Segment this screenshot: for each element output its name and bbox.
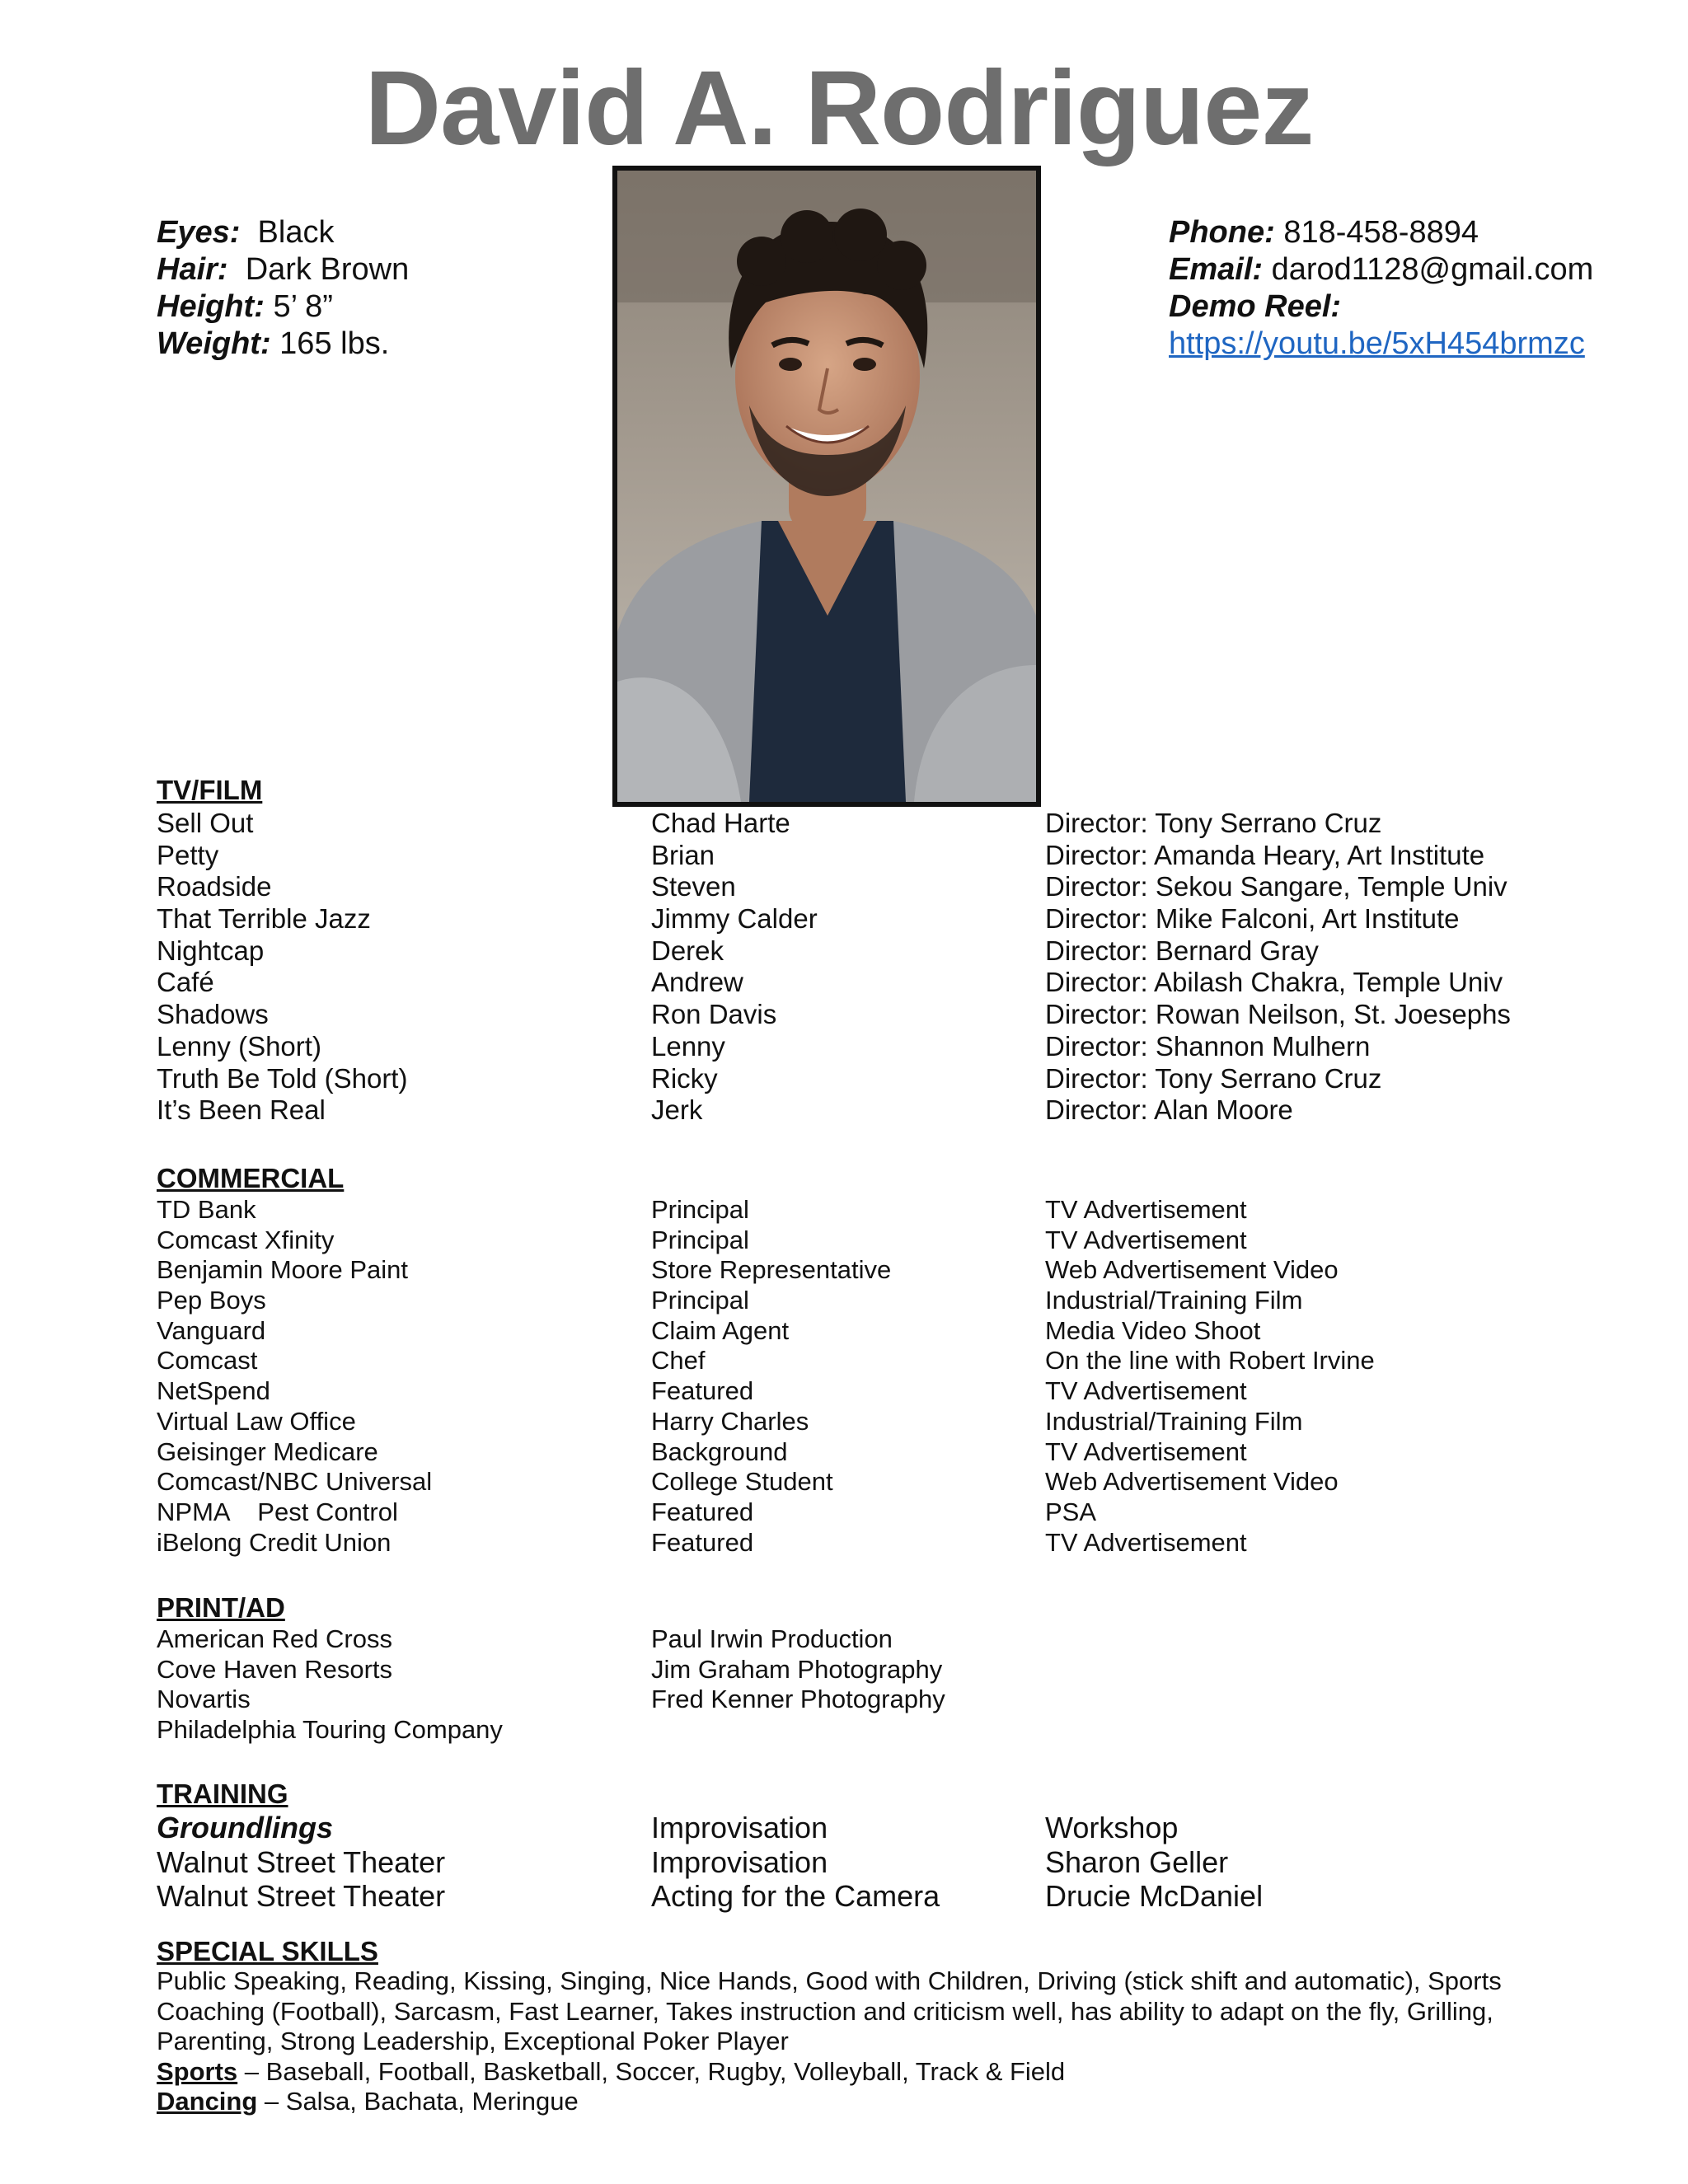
- media-type: Web Advertisement Video: [1045, 1255, 1339, 1285]
- media-type: TV Advertisement: [1045, 1436, 1247, 1466]
- role: Ron Davis: [651, 999, 777, 1030]
- director: Director: Sekou Sangare, Temple Univ: [1045, 871, 1507, 902]
- skills-text: Public Speaking, Reading, Kissing, Singing, Nice Hands, Good with Children, Driving (stick shift and automatic), Sports Coaching (Football), Sarcasm, Fast Learner, Takes instruction and criticism well, has ability to adapt on the fly, Grilling, Parenting, Strong Leadership, Exceptional Poker Player: [157, 1966, 1502, 2055]
- project-title: Lenny (Short): [157, 1030, 321, 1062]
- reel-label: Demo Reel:: [1169, 289, 1342, 324]
- physical-stats: [157, 214, 409, 363]
- stat-value: 165 lbs.: [279, 326, 390, 361]
- dancing-line: [157, 2087, 1574, 2117]
- dancing-label: Dancing: [157, 2087, 258, 2116]
- client: iBelong Credit Union: [157, 1527, 392, 1557]
- email-address: darod1128@gmail.com: [1271, 252, 1594, 287]
- project-title: Nightcap: [157, 935, 265, 966]
- media-type: TV Advertisement: [1045, 1527, 1247, 1557]
- sports-label: Sports: [157, 2056, 238, 2086]
- client: Geisinger Medicare: [157, 1436, 378, 1466]
- director: Director: Shannon Mulhern: [1045, 1030, 1371, 1062]
- contact-phone: [1169, 214, 1593, 251]
- role: Chef: [651, 1346, 706, 1376]
- project-title: Roadside: [157, 871, 272, 902]
- project-title: Café: [157, 967, 214, 998]
- role: College Student: [651, 1467, 833, 1497]
- director: Director: Abilash Chakra, Temple Univ: [1045, 967, 1503, 998]
- role: Ricky: [651, 1062, 718, 1094]
- client: NetSpend: [157, 1376, 270, 1406]
- stat-height: [157, 288, 409, 326]
- course: Improvisation: [651, 1844, 828, 1879]
- stat-value: 5’ 8”: [273, 289, 333, 324]
- stat-hair: [157, 251, 409, 288]
- section-title-commercial: COMMERCIAL: [157, 1163, 345, 1193]
- sports-list: – Baseball, Football, Basketball, Soccer, Rugby, Volleyball, Track & Field: [237, 2056, 1066, 2086]
- client: Cove Haven Resorts: [157, 1654, 393, 1684]
- school: Groundlings: [157, 1811, 333, 1844]
- stat-label: Weight:: [157, 326, 271, 361]
- project-title: Petty: [157, 839, 219, 870]
- media-type: Industrial/Training Film: [1045, 1406, 1303, 1436]
- email-label: Email:: [1169, 252, 1264, 287]
- stat-value: Dark Brown: [245, 252, 410, 287]
- photographer: Fred Kenner Photography: [651, 1685, 945, 1714]
- stat-label: Eyes:: [157, 215, 241, 250]
- photographer: Paul Irwin Production: [651, 1624, 893, 1653]
- instructor: Workshop: [1045, 1811, 1179, 1844]
- role: Store Representative: [651, 1255, 892, 1285]
- special-skills: [157, 1966, 1574, 2117]
- phone-label: Phone:: [1169, 215, 1275, 250]
- photographer: Jim Graham Photography: [651, 1654, 943, 1684]
- contact-info: [1169, 214, 1593, 363]
- portrait-photo-icon: [617, 171, 1036, 802]
- role: Principal: [651, 1225, 749, 1254]
- media-type: Industrial/Training Film: [1045, 1286, 1303, 1315]
- section-title-training: TRAINING: [157, 1779, 288, 1809]
- role: Jerk: [651, 1094, 703, 1126]
- director: Director: Tony Serrano Cruz: [1045, 808, 1382, 838]
- phone-number: 818-458-8894: [1283, 215, 1479, 250]
- project-title: Shadows: [157, 999, 269, 1030]
- course: Acting for the Camera: [651, 1879, 940, 1913]
- client: Virtual Law Office: [157, 1406, 356, 1436]
- section-title-tv-film: TV/FILM: [157, 775, 263, 805]
- project-title: Sell Out: [157, 808, 254, 838]
- role: Principal: [651, 1195, 749, 1224]
- media-type: Web Advertisement Video: [1045, 1467, 1339, 1497]
- instructor: Drucie McDaniel: [1045, 1879, 1264, 1913]
- section-title-special-skills: SPECIAL SKILLS: [157, 1936, 378, 1966]
- contact-reel-label: [1169, 288, 1593, 326]
- stat-label: Height:: [157, 289, 265, 324]
- contact-email: [1169, 251, 1593, 288]
- director: Director: Amanda Heary, Art Institute: [1045, 839, 1485, 870]
- client: American Red Cross: [157, 1624, 392, 1653]
- client: Comcast: [157, 1346, 258, 1376]
- stat-eyes: [157, 214, 409, 251]
- director: Director: Rowan Neilson, St. Joesephs: [1045, 999, 1511, 1030]
- project-title: It’s Been Real: [157, 1094, 326, 1126]
- director: Director: Tony Serrano Cruz: [1045, 1062, 1382, 1094]
- client: NPMA Pest Control: [157, 1497, 398, 1526]
- role: Brian: [651, 839, 715, 870]
- media-type: Media Video Shoot: [1045, 1315, 1261, 1345]
- role: Harry Charles: [651, 1406, 809, 1436]
- director: Director: Bernard Gray: [1045, 935, 1319, 966]
- client: Comcast Xfinity: [157, 1225, 335, 1254]
- media-type: On the line with Robert Irvine: [1045, 1346, 1375, 1376]
- media-type: TV Advertisement: [1045, 1195, 1247, 1224]
- role: Background: [651, 1436, 788, 1466]
- school: Walnut Street Theater: [157, 1879, 446, 1913]
- role: Claim Agent: [651, 1315, 790, 1345]
- role: Lenny: [651, 1030, 725, 1062]
- school: Walnut Street Theater: [157, 1844, 446, 1879]
- actor-name: David A. Rodriguez: [364, 49, 1314, 167]
- client: Benjamin Moore Paint: [157, 1255, 408, 1285]
- project-title: Truth Be Told (Short): [157, 1062, 408, 1094]
- role: Featured: [651, 1527, 754, 1557]
- director: Director: Alan Moore: [1045, 1094, 1293, 1126]
- role: Chad Harte: [651, 808, 790, 838]
- stat-weight: [157, 326, 409, 363]
- role: Principal: [651, 1286, 749, 1315]
- project-title: That Terrible Jazz: [157, 903, 371, 935]
- client: Comcast/NBC Universal: [157, 1467, 433, 1497]
- section-title-print-ad: PRINT/AD: [157, 1592, 285, 1623]
- media-type: TV Advertisement: [1045, 1376, 1247, 1406]
- role: Steven: [651, 871, 736, 902]
- stat-value: Black: [257, 215, 335, 250]
- client: Vanguard: [157, 1315, 266, 1345]
- dancing-list: – Salsa, Bachata, Meringue: [257, 2087, 579, 2116]
- role: Jimmy Calder: [651, 903, 818, 935]
- role: Featured: [651, 1376, 754, 1406]
- demo-reel-link[interactable]: https://youtu.be/5xH454brmzc: [1169, 326, 1585, 361]
- headshot-photo: [612, 166, 1041, 807]
- client: Philadelphia Touring Company: [157, 1715, 503, 1745]
- director: Director: Mike Falconi, Art Institute: [1045, 903, 1460, 935]
- client: TD Bank: [157, 1195, 256, 1224]
- stat-label: Hair:: [157, 252, 228, 287]
- client: Novartis: [157, 1685, 251, 1714]
- instructor: Sharon Geller: [1045, 1844, 1229, 1879]
- role: Andrew: [651, 967, 743, 998]
- client: Pep Boys: [157, 1286, 266, 1315]
- sports-line: [157, 2057, 1574, 2088]
- course: Improvisation: [651, 1811, 828, 1844]
- role: Derek: [651, 935, 724, 966]
- role: Featured: [651, 1497, 754, 1526]
- media-type: PSA: [1045, 1497, 1097, 1526]
- media-type: TV Advertisement: [1045, 1225, 1247, 1254]
